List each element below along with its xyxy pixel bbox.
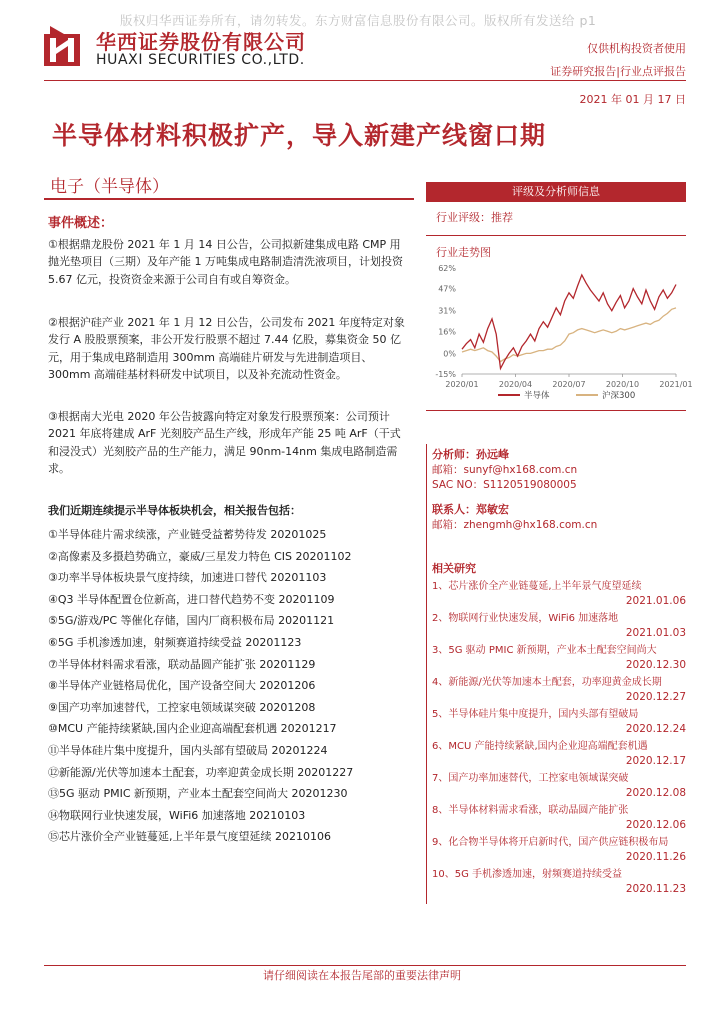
company-name-en: HUAXI SECURITIES CO.,LTD. [96,52,305,68]
report-item: ②高像素及多摄趋势确立，豪威/三星发力特色 CIS 20201102 [48,549,352,563]
contact-label: 联系人： [432,503,476,516]
related-item[interactable] [432,772,686,800]
related-date: 2020.12.27 [625,691,686,703]
audience-note: 仅供机构投资者使用 [587,42,686,55]
x-tick-label: 2020/07 [552,380,586,389]
event-paragraph-3: ③根据南大光电 2020 年公告披露向特定对象发行股票预案：公司预计 2021 年底将建成 ArF 光刻胶产品生产线，形成年产能 25 吨 ArF（干式和浸没式）光刻胶产品的生产能力，满足 90nm-14nm 集成电路制造需求。 [48,410,401,475]
y-tick-label: 62% [438,264,456,273]
analyst-name: 孙远峰 [476,448,509,461]
header-divider [44,80,686,81]
legend-label-semiconductor: 半导体 [524,391,550,401]
related-date: 2020.12.24 [625,723,686,735]
related-date: 2020.12.30 [625,659,686,671]
reports-list [48,524,428,848]
report-item: ⑪半导体硅片集中度提升，国内头部有望破局 20201224 [48,743,328,757]
related-item[interactable] [432,644,686,672]
footer-divider [44,965,686,966]
event-heading: 事件概述： [48,216,114,231]
related-item[interactable] [432,740,686,768]
x-tick-label: 2020/01 [445,380,479,389]
y-tick-label: 47% [438,284,456,294]
analyst-label: 分析师： [432,448,476,461]
related-item[interactable] [432,804,686,832]
watermark: 版权归华西证券所有，请勿转发。东方财富信息股份有限公司。版权所有发送给 p1 [120,13,597,28]
report-date: 2021 年 01 月 17 日 [579,93,686,106]
related-title: 6、MCU 产能持续紧缺,国内企业迎高端配套机遇 [432,741,648,752]
related-heading: 相关研究 [432,562,476,575]
x-tick-label: 2020/04 [498,380,533,389]
related-date: 2020.12.06 [625,819,686,831]
rating-panel [426,182,693,411]
report-item: ⑩MCU 产能持续紧缺,国内企业迎高端配套机遇 20201217 [48,722,337,736]
related-title: 10、5G 手机渗透加速，射频赛道持续受益 [432,869,623,880]
report-item: ③功率半导体板块景气度持续，加速进口替代 20201103 [48,571,327,585]
chart-heading: 行业走势图 [436,246,491,259]
related-date: 2021.01.06 [625,595,686,607]
report-item: ⑭物联网行业快速发展，WiFi6 加速落地 20210103 [48,808,306,822]
rating-box-heading: 评级及分析师信息 [426,182,686,202]
series-line-hs300 [462,308,676,362]
right-column-rule [426,444,427,904]
related-item[interactable] [432,612,686,640]
trend-chart [426,258,693,410]
related-title: 7、国产功率加速替代，工控家电领域谋突破 [432,773,629,784]
related-item[interactable] [432,836,686,864]
report-item: ①半导体硅片需求续涨，产业链受益蓄势待发 20201025 [48,528,327,541]
y-tick-label: 16% [438,327,456,337]
related-item[interactable] [432,676,686,704]
chart-divider [426,410,686,411]
legal-disclaimer[interactable]: 请仔细阅读在本报告尾部的重要法律声明 [263,969,461,982]
contact-name: 郑敏宏 [476,503,509,516]
related-item[interactable] [432,580,686,608]
company-name-cn: 华西证券股份有限公司 [96,30,306,54]
sector-label: 电子（半导体） [50,177,169,197]
related-title: 2、物联网行业快速发展，WiFi6 加速落地 [432,613,619,624]
y-tick-label: 31% [438,306,456,316]
event-paragraph-2: ②根据沪硅产业 2021 年 1 月 12 日公告，公司发布 2021 年度特定对象发行 A 股股票预案，非公开发行股票不超过 7.44 亿股，募集资金 50 亿元，用于集成电路制造用 300mm 高端硅片研发与先进制造项目、300mm 高端硅基材料研发中试项目，以及补充流动性资金。 [48,316,405,381]
report-item: ⑨国产功率加速替代，工控家电领域谋突破 20201208 [48,700,316,714]
related-date: 2020.11.26 [625,851,686,863]
industry-rating-value: 推荐 [491,211,513,224]
related-date: 2020.12.08 [625,787,686,799]
analyst-email[interactable]: 邮箱：sunyf@hx168.com.cn [432,464,578,476]
related-title: 1、芯片涨价全产业链蔓延,上半年景气度望延续 [432,581,642,592]
event-paragraph-1: ①根据鼎龙股份 2021 年 1 月 14 日公告，公司拟新建集成电路 CMP 用抛光垫项目（三期）及年产能 1 万吨集成电路制造清洗液项目，计划投资 5.67 亿元，投资资金来源于公司自有或自筹资金。 [48,238,403,286]
reports-heading: 我们近期连续提示半导体板块机会，相关报告包括： [48,504,301,517]
related-item[interactable] [432,708,686,736]
page-title: 半导体材料积极扩产，导入新建产线窗口期 [52,121,547,150]
related-title: 9、化合物半导体将开启新时代，国产供应链积极布局 [432,837,669,848]
industry-rating-label: 行业评级： [436,211,491,224]
x-tick-label: 2021/01 [659,380,693,389]
chart-container [426,258,693,410]
huaxi-logo-icon [44,26,80,66]
contact-email[interactable]: 邮箱：zhengmh@hx168.com.cn [432,519,598,531]
report-item: ⑬5G 驱动 PMIC 新预期，产业本土配套空间尚大 20201230 [48,787,348,801]
related-date: 2020.11.23 [625,883,686,895]
related-date: 2021.01.03 [625,627,686,639]
report-item: ⑮芯片涨价全产业链蔓延,上半年景气度望延续 20210106 [48,830,331,844]
related-title: 4、新能源/光伏等加速本土配套，功率迎黄金成长期 [432,677,662,688]
report-item: ⑫新能源/光伏等加速本土配套，功率迎黄金成长期 20201227 [48,765,354,779]
legend-label-hs300: 沪深300 [602,391,636,401]
related-item[interactable] [432,868,686,896]
report-item: ⑤5G/游戏/PC 等催化存储，国内厂商积极布局 20201121 [48,614,335,628]
x-tick-label: 2020/10 [605,380,640,389]
related-title: 5、半导体硅片集中度提升，国内头部有望破局 [432,709,639,720]
y-tick-label: -15% [435,370,456,379]
analyst-sac: SAC NO：S1120519080005 [432,479,577,491]
related-title: 8、半导体材料需求看涨，联动晶圆产能扩张 [432,805,629,816]
industry-rating [426,202,686,227]
y-tick-label: 0% [443,349,456,359]
report-item: ⑦半导体材料需求看涨，联动晶圆产能扩张 20201129 [48,657,316,671]
sector-divider [44,198,414,200]
related-research [432,560,686,900]
report-item: ④Q3 半导体配置仓位新高，进口替代趋势不变 20201109 [48,592,335,606]
analyst-block [432,447,686,533]
related-date: 2020.12.17 [625,755,686,767]
report-item: ⑧半导体产业链格局优化，国产设备空间大 20201206 [48,679,316,693]
report-item: ⑥5G 手机渗透加速，射频赛道持续受益 20201123 [48,635,302,649]
related-title: 3、5G 驱动 PMIC 新预期，产业本土配套空间尚大 [432,645,657,656]
report-type: 证券研究报告|行业点评报告 [550,65,686,78]
